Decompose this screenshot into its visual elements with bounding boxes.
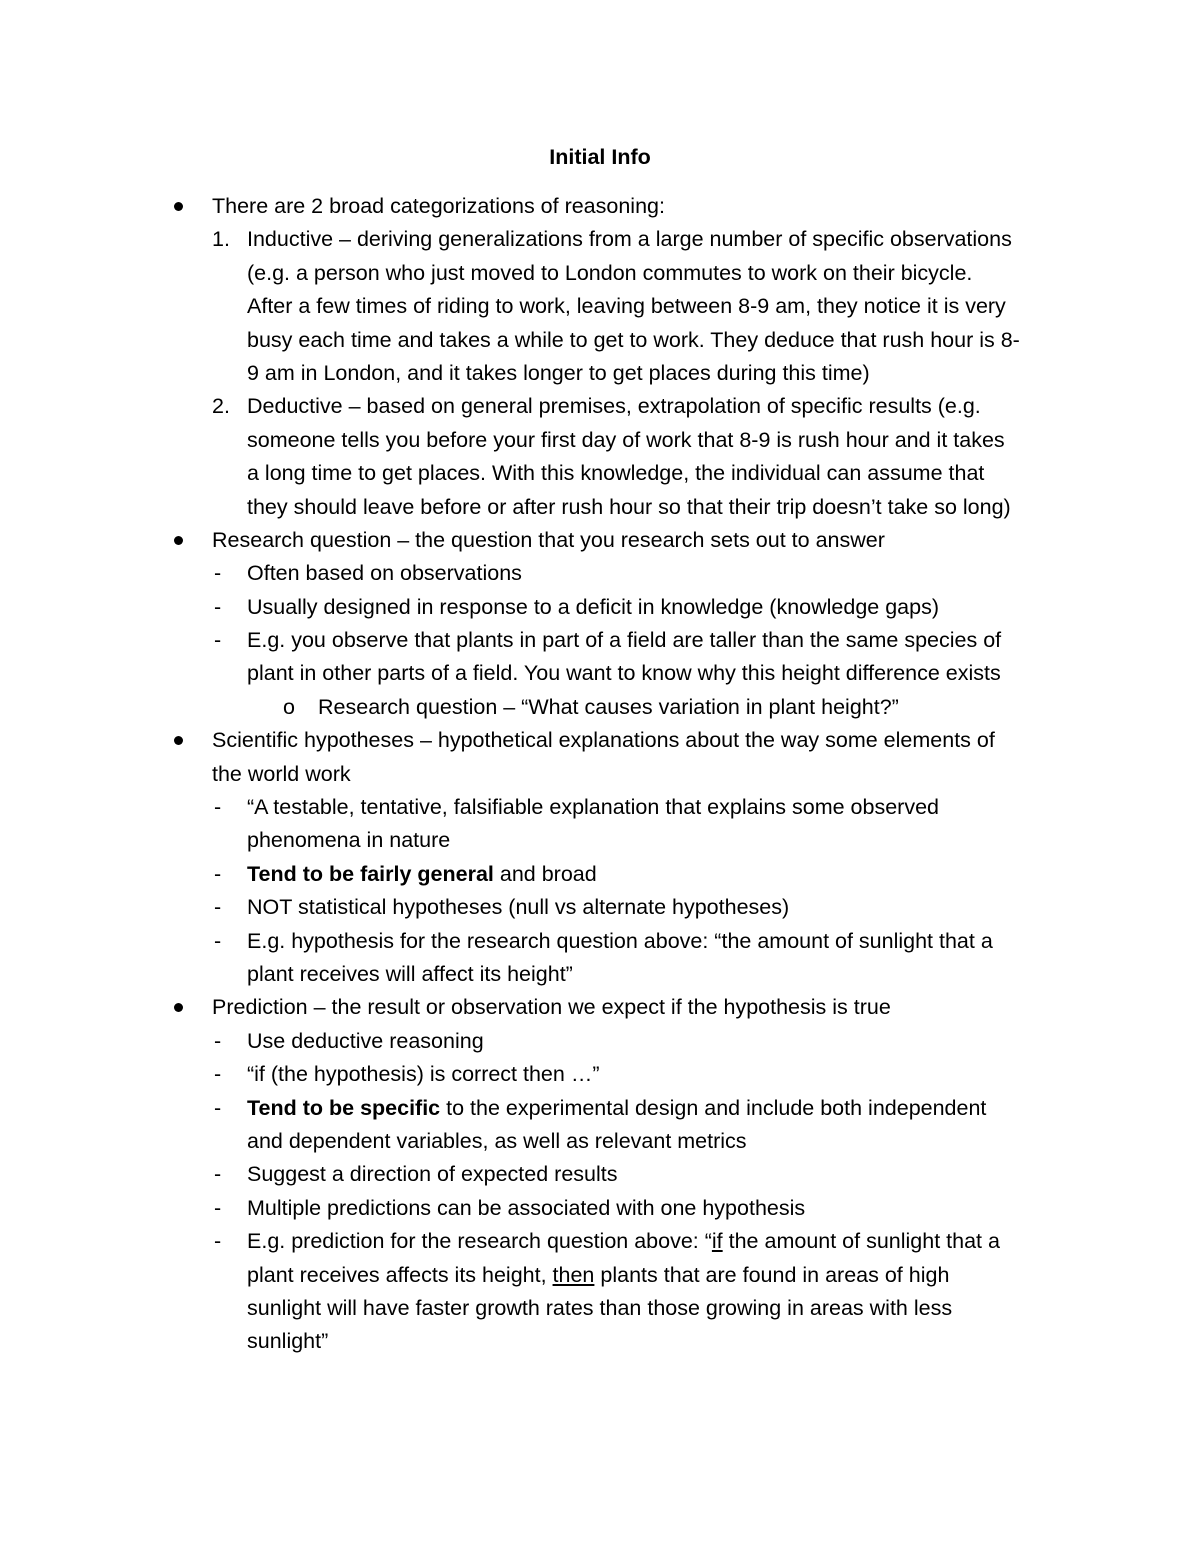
text-line: plant in other parts of a field. You want to know why this height difference exists: [247, 661, 1001, 686]
text-line: 9 am in London, and it takes longer to get places during this time): [247, 360, 870, 385]
text-line: and dependent variables, as well as relevant metrics: [247, 1128, 747, 1153]
dash-item: - E.g. prediction for the research question above: “if the amount of sunlight that a: [214, 1229, 1000, 1254]
dash-item: - Tend to be specific to the experimental design and include both independent: [214, 1095, 987, 1120]
text-line: someone tells you before your first day of work that 8-9 is rush hour and it takes: [247, 427, 1005, 452]
dash-item: - Usually designed in response to a deficit in knowledge (knowledge gaps): [214, 594, 939, 619]
dash-item: - Tend to be fairly general and broad: [214, 861, 597, 886]
dash-item: - Suggest a direction of expected results: [214, 1162, 618, 1187]
bullet-reasoning: There are 2 broad categorizations of reasoning:: [0, 190, 1200, 223]
sub-item: o Research question – “What causes variation in plant height?”: [283, 694, 899, 719]
text-line: plant receives affects its height, then plants that are found in areas of high: [247, 1262, 950, 1287]
text-line: busy each time and takes a while to get to work. They deduce that rush hour is 8-: [247, 327, 1020, 352]
text-line: (e.g. a person who just moved to London commutes to work on their bicycle.: [247, 260, 973, 285]
bullet-icon: [174, 1003, 183, 1012]
dash-item: - Multiple predictions can be associated with one hypothesis: [214, 1195, 806, 1220]
dash-item: - E.g. hypothesis for the research question above: “the amount of sunlight that a: [214, 928, 993, 953]
document-body: [0, 190, 1200, 1359]
dash-item: - Often based on observations: [214, 561, 522, 586]
text-line: the world work: [212, 761, 351, 786]
dash-item: - NOT statistical hypotheses (null vs alternate hypotheses): [214, 895, 790, 920]
text-line: a long time to get places. With this knowledge, the individual can assume that: [247, 461, 985, 486]
text-line: After a few times of riding to work, leaving between 8-9 am, they notice it is very: [247, 294, 1006, 319]
text-line: phenomena in nature: [247, 828, 451, 853]
text-line: they should leave before or after rush hour so that their trip doesn’t take so long): [247, 494, 1011, 519]
numbered-item-deductive: 2. Deductive – based on general premises, extrapolation of specific results (e.g.: [212, 394, 981, 419]
numbered-item-inductive: 1. Inductive – deriving generalizations from a large number of specific observations: [212, 227, 1012, 252]
page-title: Initial Info: [549, 145, 651, 169]
bullet-hypotheses: Scientific hypotheses – hypothetical explanations about the way some elements of: [0, 724, 1200, 757]
bullet-icon: [174, 202, 183, 211]
bullet-icon: [174, 536, 183, 545]
text-line: sunlight”: [247, 1329, 329, 1354]
dash-item: - “A testable, tentative, falsifiable explanation that explains some observed: [214, 795, 939, 820]
bullet-icon: [174, 736, 183, 745]
dash-item: - “if (the hypothesis) is correct then …”: [214, 1062, 600, 1087]
bullet-prediction: Prediction – the result or observation we expect if the hypothesis is true: [0, 991, 1200, 1024]
dash-item: - Use deductive reasoning: [214, 1028, 484, 1053]
dash-item: - E.g. you observe that plants in part of a field are taller than the same species of: [214, 628, 1002, 653]
text-line: sunlight will have faster growth rates than those growing in areas with less: [247, 1295, 953, 1320]
bullet-research-question: Research question – the question that you research sets out to answer: [0, 524, 1200, 557]
text-line: plant receives will affect its height”: [247, 961, 573, 986]
